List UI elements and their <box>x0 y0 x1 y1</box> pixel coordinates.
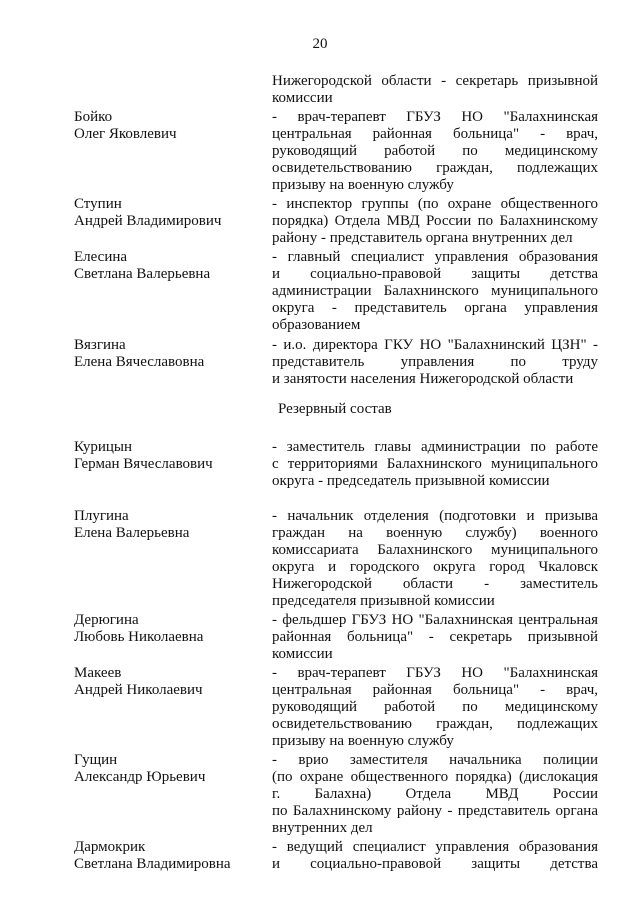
member-role-line: освидетельствованию граждан, подлежащих <box>272 716 598 732</box>
member-role-line: - инспектор группы (по охране общественного <box>272 196 598 212</box>
member-role-line: - начальник отделения (подготовки и призыва <box>272 508 598 524</box>
member-role-line: комиссии <box>272 646 333 662</box>
member-role-line: администрации Балахнинского муниципального <box>272 283 598 299</box>
member-role-line: и социально-правовой защиты детства <box>272 266 598 282</box>
member-given-name: Андрей Николаевич <box>74 682 203 698</box>
member-role-line: - заместитель главы администрации по работе <box>272 439 598 455</box>
member-role-line: призыву на военную службу <box>272 177 454 193</box>
member-role-line: по Балахнинскому району - представитель органа <box>272 803 598 819</box>
member-role-line: и социально-правовой защиты детства <box>272 856 598 872</box>
member-given-name: Андрей Владимирович <box>74 213 222 229</box>
member-role-line: районная больница" - секретарь призывной <box>272 629 598 645</box>
member-surname: Дармокрик <box>74 839 146 855</box>
member-role-line: - фельдшер ГБУЗ НО "Балахнинская центральная <box>272 612 598 628</box>
intro-line: Нижегородской области - секретарь призывной <box>272 73 598 89</box>
member-role-line: представитель управления по труду <box>272 354 598 370</box>
member-surname: Курицын <box>74 439 133 455</box>
member-role-line: - главный специалист управления образования <box>272 249 598 265</box>
member-role-line: освидетельствованию граждан, подлежащих <box>272 160 598 176</box>
member-given-name: Любовь Николаевна <box>74 629 204 645</box>
member-given-name: Елена Валерьевна <box>74 525 190 541</box>
member-role-line: округа - председатель призывной комиссии <box>272 473 550 489</box>
member-role-line: центральная районная больница" - врач, <box>272 126 598 142</box>
member-surname: Бойко <box>74 109 113 125</box>
member-role-line: - врач-терапевт ГБУЗ НО "Балахнинская <box>272 109 598 125</box>
member-role-line: председателя призывной комиссии <box>272 593 495 609</box>
member-surname: Вязгина <box>74 337 126 353</box>
member-role-line: - и.о. директора ГКУ НО "Балахнинский ЦЗН" - <box>272 337 598 353</box>
member-role-line: с территориями Балахнинского муниципального <box>272 456 598 472</box>
member-given-name: Светлана Валерьевна <box>74 266 211 282</box>
member-role-line: - врио заместителя начальника полиции <box>272 752 598 768</box>
member-role-line: округа и городского округа город Чкаловск <box>272 559 598 575</box>
member-role-line: внутренних дел <box>272 820 373 836</box>
member-given-name: Герман Вячеславович <box>74 456 213 472</box>
intro-line: комиссии <box>272 90 333 106</box>
member-surname: Елесина <box>74 249 128 265</box>
member-given-name: Александр Юрьевич <box>74 769 206 785</box>
member-role-line: образованием <box>272 317 361 333</box>
page-number: 20 <box>312 36 328 52</box>
member-given-name: Елена Вячеславовна <box>74 354 205 370</box>
member-role-line: - врач-терапевт ГБУЗ НО "Балахнинская <box>272 665 598 681</box>
member-surname: Макеев <box>74 665 122 681</box>
member-role-line: центральная районная больница" - врач, <box>272 682 598 698</box>
member-role-line: граждан на военную службу) военного <box>272 525 598 541</box>
member-role-line: руководящий работой по медицинскому <box>272 143 598 159</box>
member-role-line: району - представитель органа внутренних дел <box>272 230 573 246</box>
member-role-line: призыву на военную службу <box>272 733 454 749</box>
member-surname: Ступин <box>74 196 122 212</box>
member-surname: Дерюгина <box>74 612 139 628</box>
member-surname: Плугина <box>74 508 129 524</box>
member-role-line: г. Балахна) Отдела МВД России <box>272 786 598 802</box>
member-role-line: - ведущий специалист управления образования <box>272 839 598 855</box>
member-given-name: Светлана Владимировна <box>74 856 231 872</box>
member-role-line: комиссариата Балахнинского муниципального <box>272 542 598 558</box>
member-role-line: округа - представитель органа управления <box>272 300 598 316</box>
member-surname: Гущин <box>74 752 118 768</box>
member-given-name: Олег Яковлевич <box>74 126 177 142</box>
member-role-line: (по охране общественного порядка) (дислокация <box>272 769 598 785</box>
member-role-line: порядка) Отдела МВД России по Балахнинскому <box>272 213 598 229</box>
member-role-line: руководящий работой по медицинскому <box>272 699 598 715</box>
member-role-line: Нижегородской области - заместитель <box>272 576 598 592</box>
section-title: Резервный состав <box>278 401 392 417</box>
member-role-line: и занятости населения Нижегородской области <box>272 371 574 387</box>
